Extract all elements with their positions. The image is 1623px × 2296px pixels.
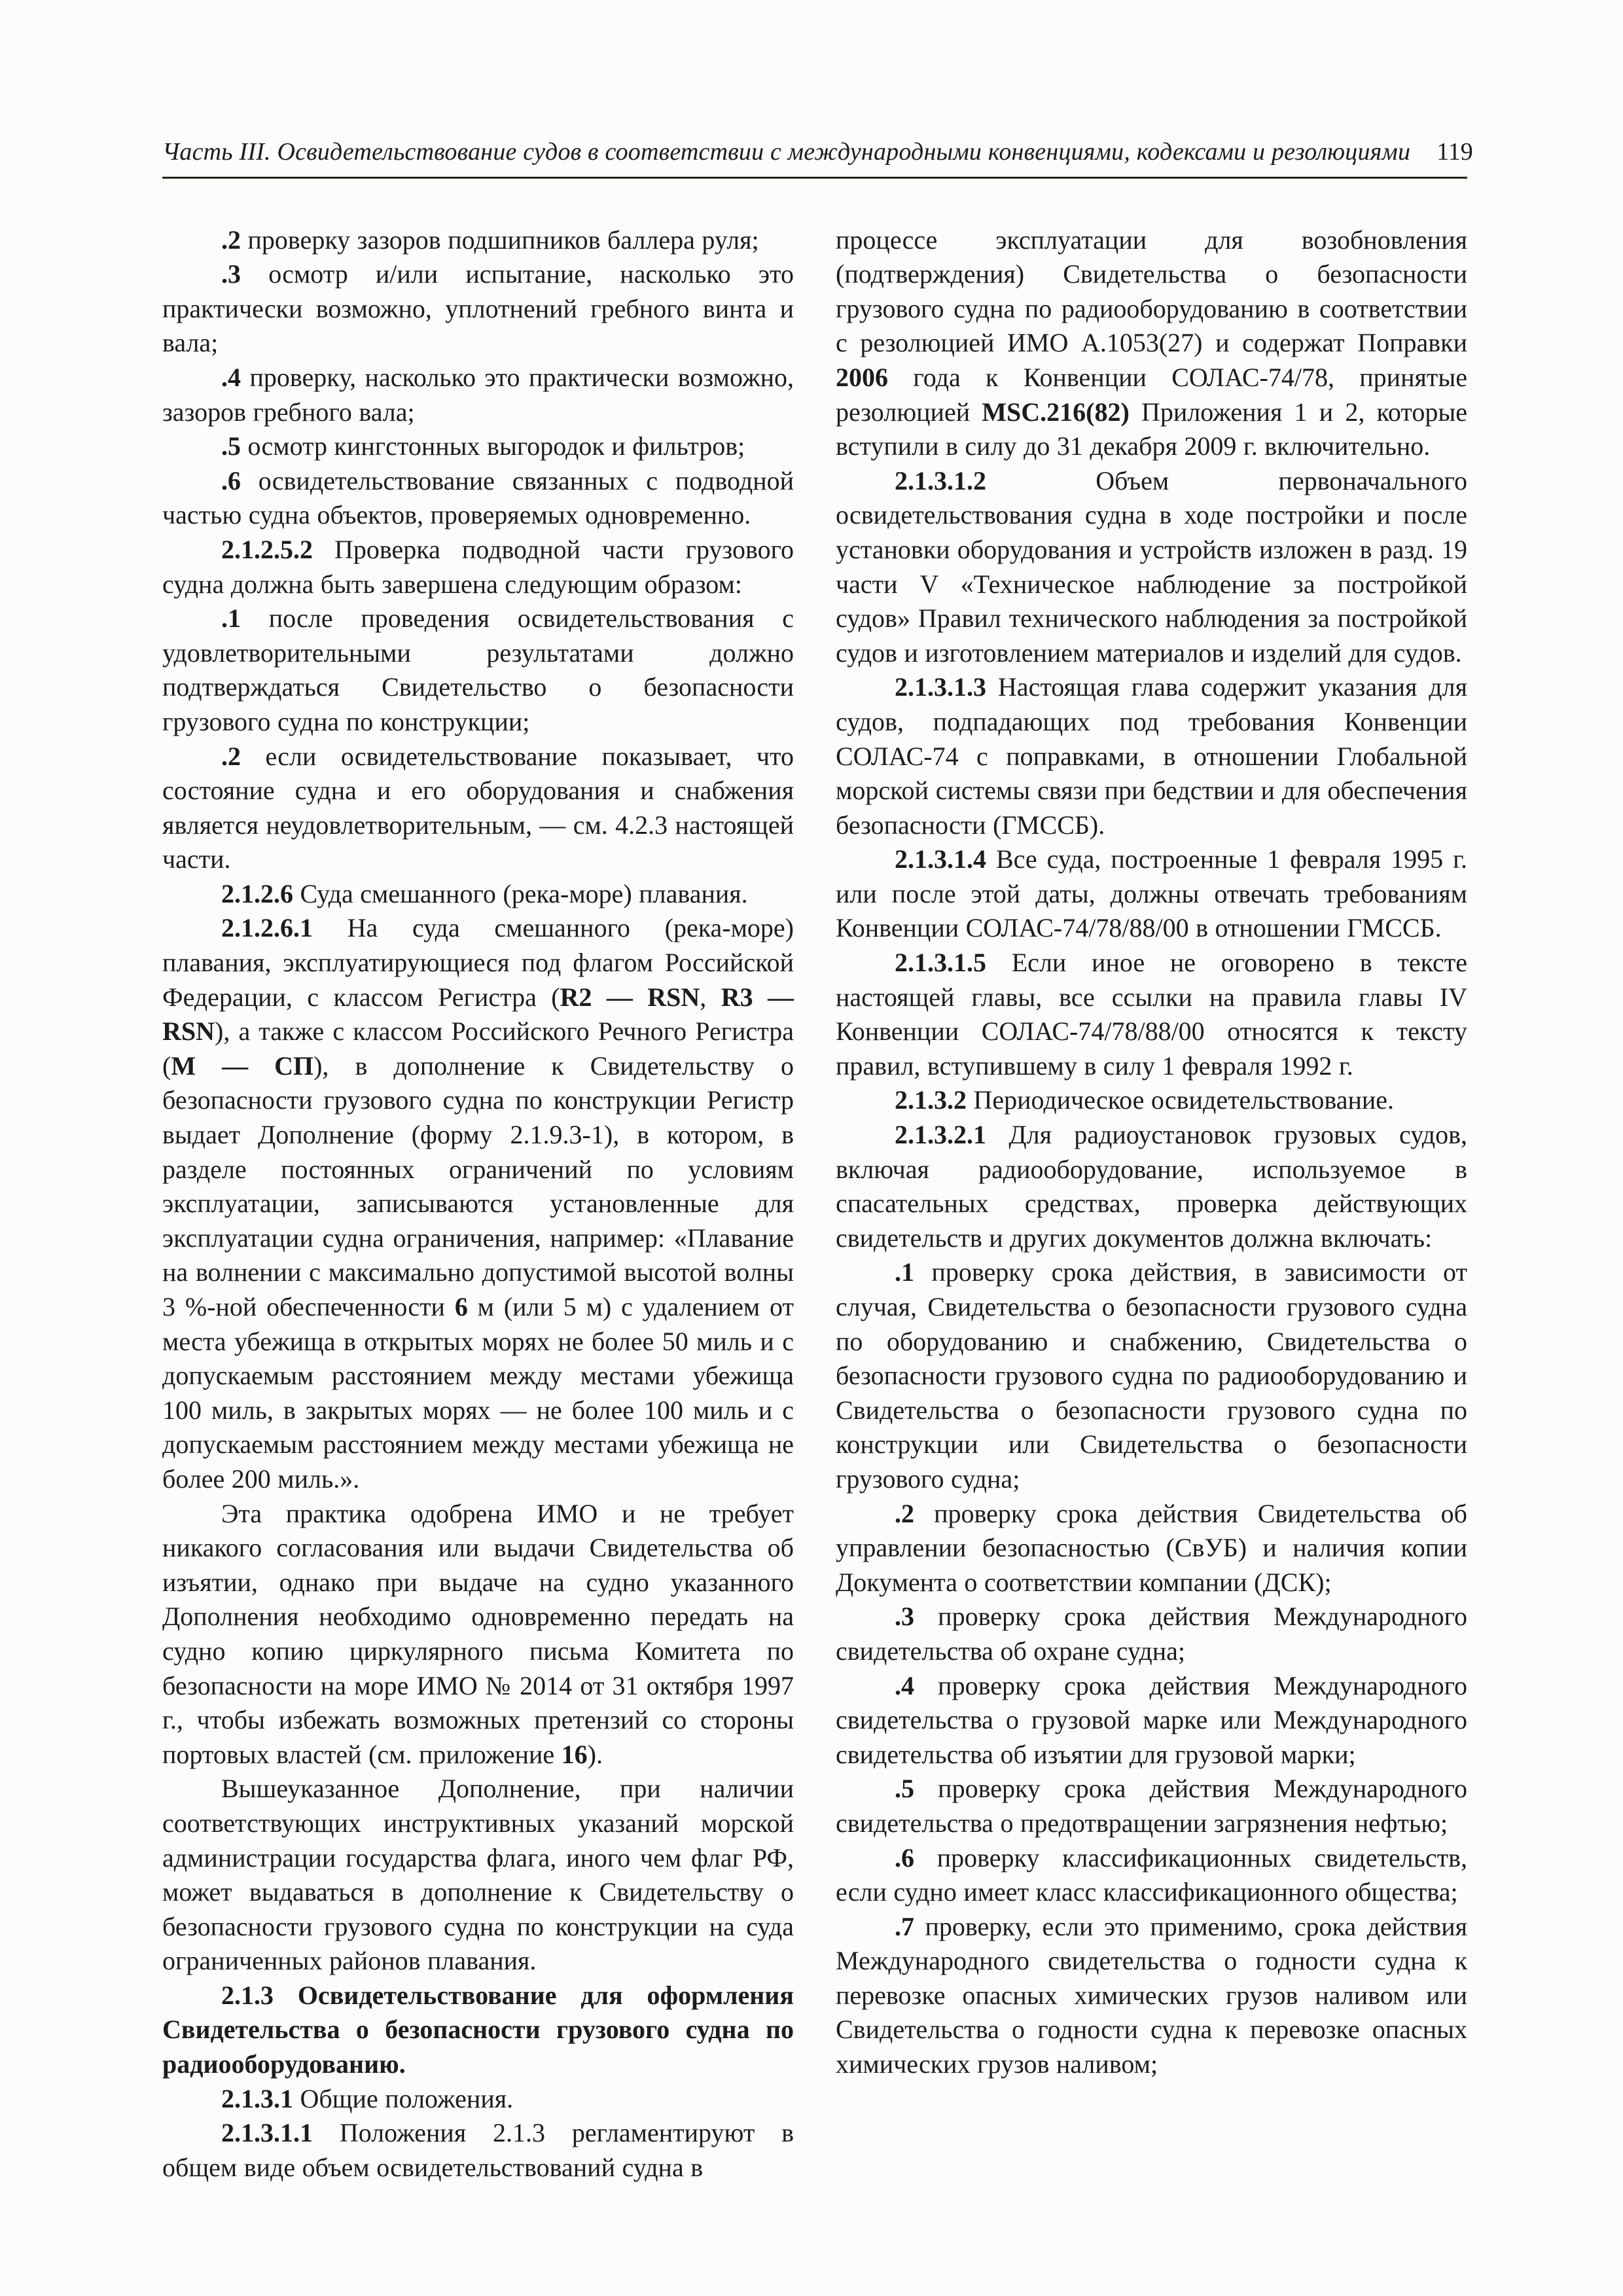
column-right [836,223,1467,2185]
paragraph: 2.1.3.1.5 Если иное не оговорено в тексте настоящей главы, все ссылки на правила главы IV Конвенции СОЛАС-74/78/88/00 относятся к тексту правил, вступившему в силу 1 февраля 1992 г. [836,948,1467,1081]
paragraph: 2.1.2.6.1 На суда смешанного (река-море) плавания, эксплуатирующиеся под флагом Российской Федерации, с классом Регистра (R2 — RSN, R3 — RSN), а также с классом Российского Речного Регистра (М — СП), в дополнение к Свидетельству о безопасности грузового судна по конструкции Регистр выдает Дополнение (форму 2.1.9.3-1), в котором, в разделе постоянных ограничений по условиям эксплуатации, записываются установленные для эксплуатации судна ограничения, например: «Плавание на волнении с максимально допустимой высотой волны 3 %-ной обеспеченности 6 м (или 5 м) с удалением от места убежища в открытых морях не более 50 миль и с допускаемым расстоянием между местами убежища 100 миль, в закрытых морях — не более 100 миль и с допускаемым расстоянием между местами убежища не более 200 миль.». [162,913,794,1494]
paragraph: .5 проверку срока действия Международного свидетельства о предотвращении загрязнения нефтью; [836,1774,1467,1838]
paragraph: 2.1.3.2.1 Для радиоустановок грузовых судов, включая радиооборудование, используемое в спасательных средствах, проверка действующих свидетельств и других документов должна включать: [836,1120,1468,1253]
column-left [162,223,794,2185]
paragraph: Вышеуказанное Дополнение, при наличии соответствующих инструктивных указаний морской администрации государства флага, иного чем флаг РФ, может выдаваться в дополнение к Свидетельству о безопасности грузового судна по конструкции на суда ограниченных районов плавания. [162,1774,794,1976]
paragraph: .2 если освидетельствование показывает, что состояние судна и его оборудования и снабжения является неудовлетворительным, — см. 4.2.3 настоящей части. [162,741,794,874]
paragraph: .4 проверку срока действия Международного свидетельства о грузовой марке или Международного свидетельства об изъятии для грузовой марки; [836,1670,1467,1769]
paragraph: 2.1.2.6 Суда смешанного (река-море) плавания. [221,878,748,908]
paragraph: .2 проверку зазоров подшипников баллера руля; [221,224,759,255]
paragraph: .3 проверку срока действия Международного свидетельства об охране судна; [836,1602,1467,1666]
paragraph: .7 проверку, если это применимо, срока действия Международного свидетельства о годности судна к перевозке опасных химических грузов наливом или Свидетельства о годности судна к перевозке опасных химических грузов наливом; [836,1911,1468,2079]
paragraph: Эта практика одобрена ИМО и не требует никакого согласования или выдачи Свидетельства об изъятии, однако при выдаче на судно указанного Дополнения необходимо одновременно передать на судно копию циркулярного письма Комитета по безопасности на море ИМО № 2014 от 31 октября 1997 г., чтобы избежать возможных претензий со стороны портовых властей (см. приложение 16). [162,1498,794,1769]
text-columns [162,223,1467,2185]
paragraph: 2.1.3.1.2 Объем первоначального освидетельствования судна в ходе постройки и после установки оборудования и устройств изложен в разд. 19 части V «Техническое наблюдение за постройкой судов» Правил технического наблюдения за постройкой судов и изготовлением материалов и изделий для судов. [836,465,1467,668]
paragraph: .3 осмотр и/или испытание, насколько это практически возможно, уплотнений гребного винта и вала; [162,259,794,358]
paragraph: .4 проверку, насколько это практически возможно, зазоров гребного вала; [162,362,794,427]
page-number: 119 [1436,138,1473,166]
paragraph: 2.1.3.1 Общие положения. [221,2083,514,2113]
running-head-title: Часть III. Освидетельствование судов в соответствии с международными конвенциями, кодексами и резолюциями [162,138,1411,166]
paragraph: 2.1.3 Освидетельствование для оформления Свидетельства о безопасности грузового судна по радиооборудованию. [162,1980,794,2079]
paragraph: .6 проверку классификационных свидетельств, если судно имеет класс классификационного общества; [836,1842,1468,1907]
paragraph: процессе эксплуатации для возобновления (подтверждения) Свидетельства о безопасности грузового судна по радиооборудованию в соответствии с резолюцией ИМО А.1053(27) и содержат Поправки 2006 года к Конвенции СОЛАС-74/78, принятые резолюцией MSC.216(82) Приложения 1 и 2, которые вступили в силу до 31 декабря 2009 г. включительно. [836,224,1467,461]
paragraph: 2.1.3.1.1 Положения 2.1.3 регламентируют в общем виде объем освидетельствований судна в [162,2118,794,2182]
paragraph: .5 осмотр кингстонных выгородок и фильтров; [221,431,745,461]
paragraph: .2 проверку срока действия Свидетельства об управлении безопасностью (СвУБ) и наличия копии Документа о соответствии компании (ДСК); [836,1498,1468,1597]
paragraph: .1 проверку срока действия, в зависимости от случая, Свидетельства о безопасности грузового судна по оборудованию и снабжению, Свидетельства о безопасности грузового судна по радиооборудованию и Свидетельства о безопасности грузового судна по конструкции или Свидетельства о безопасности грузового судна; [836,1257,1468,1494]
paragraph: .6 освидетельствование связанных с подводной частью судна объектов, проверяемых одновременно. [162,465,794,530]
running-head [162,137,1473,179]
paragraph: 2.1.3.1.4 Все суда, построенные 1 февраля 1995 г. или после этой даты, должны отвечать требованиям Конвенции СОЛАС-74/78/88/00 в отношении ГМССБ. [836,844,1467,943]
paragraph: 2.1.3.2 Периодическое освидетельствование. [895,1085,1395,1115]
paragraph: 2.1.2.5.2 Проверка подводной части грузового судна должна быть завершена следующим образом: [162,534,794,599]
paragraph: .1 после проведения освидетельствования с удовлетворительными результатами должно подтверждаться Свидетельство о безопасности грузового судна по конструкции; [162,603,794,736]
paragraph: 2.1.3.1.3 Настоящая глава содержит указания для судов, подпадающих под требования Конвенции СОЛАС-74 с поправками, в отношении Глобальной морской системы связи при бедствии и для обеспечения безопасности (ГМССБ). [836,672,1468,840]
